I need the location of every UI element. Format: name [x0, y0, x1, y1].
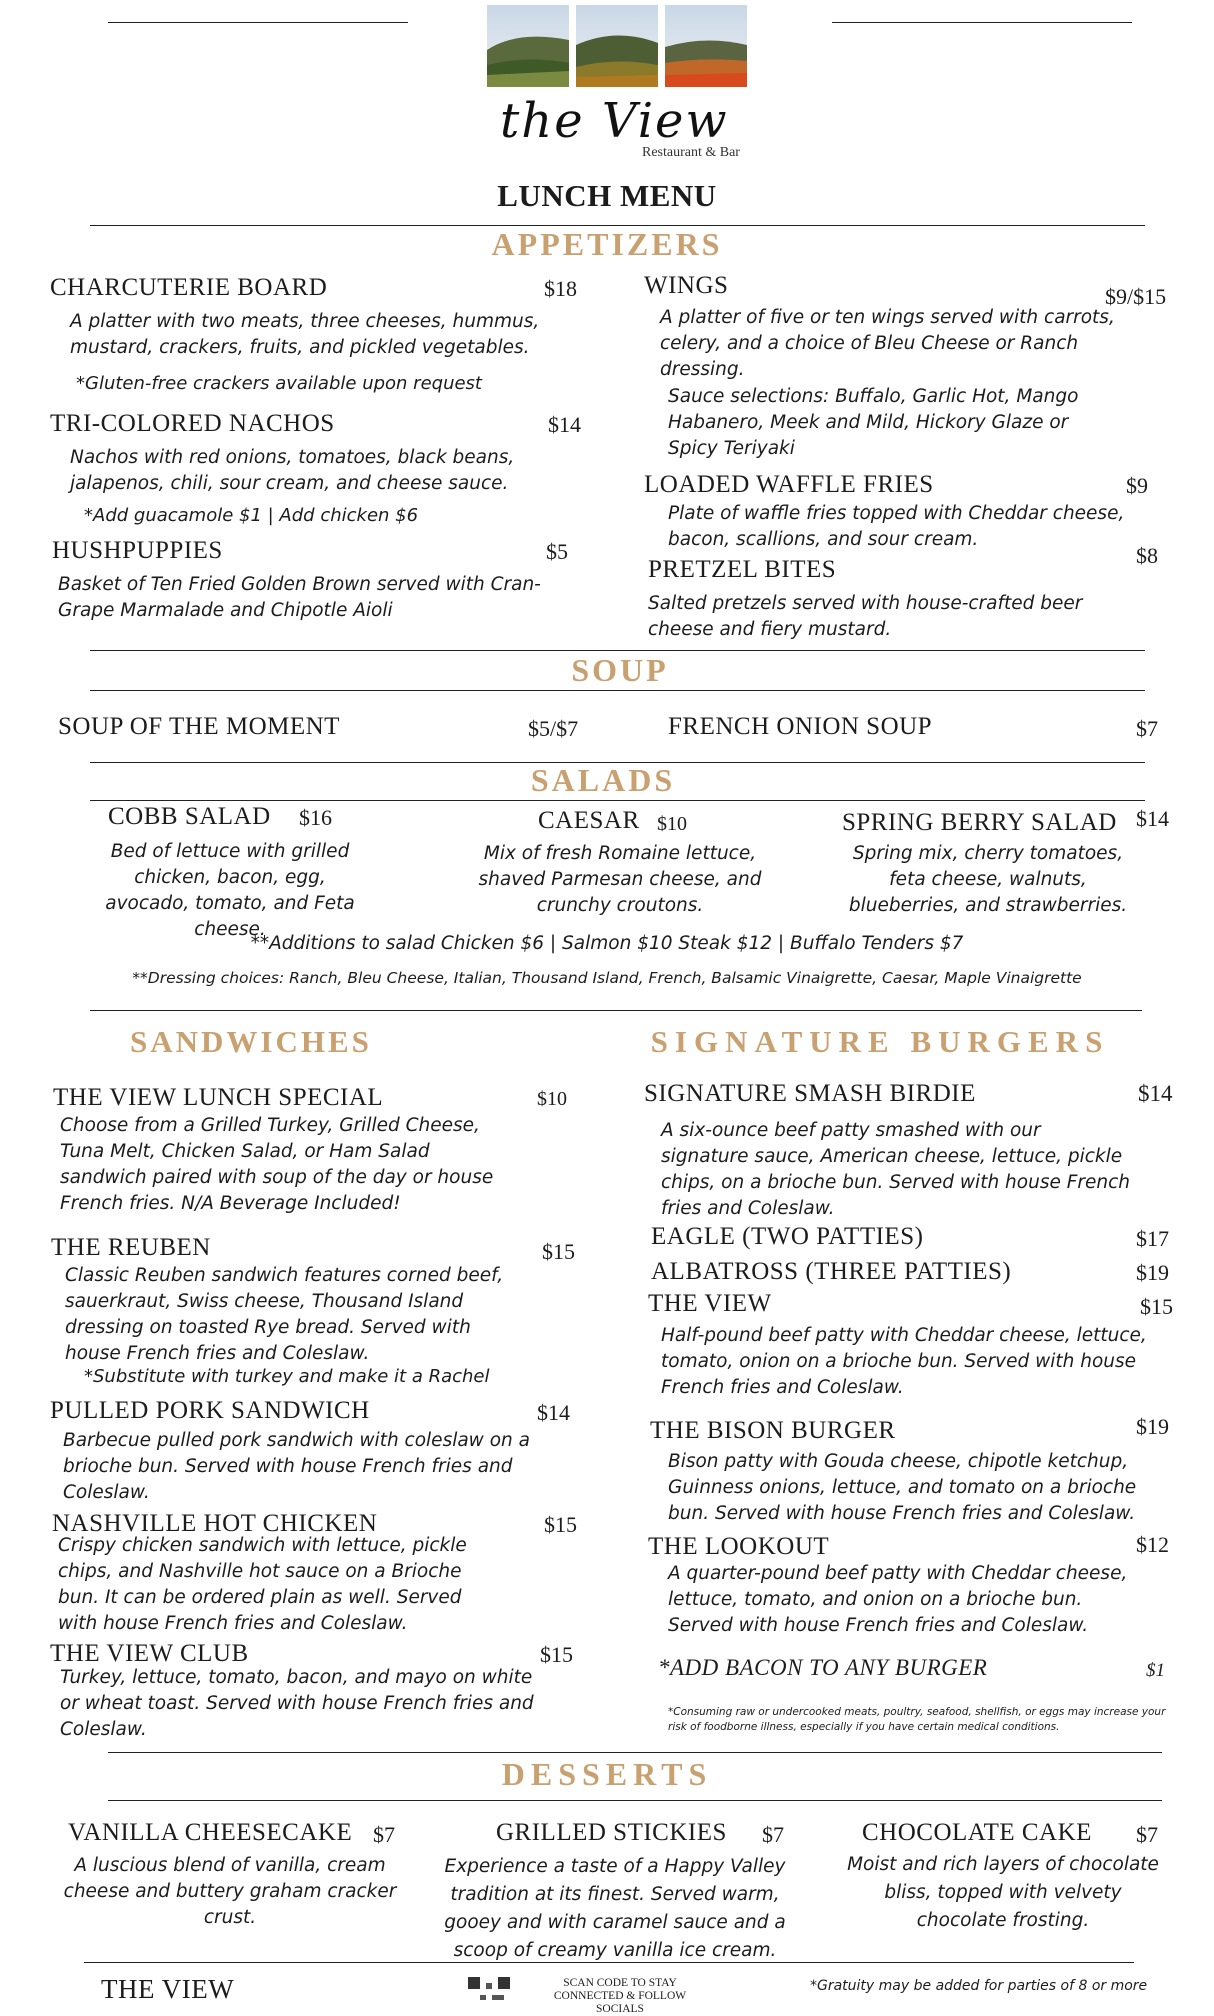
- view-club-desc: Turkey, lettuce, tomato, bacon, and mayo on white or wheat toast. Served with house French fries and Coleslaw.: [60, 1667, 534, 1740]
- caesar-price: $10: [657, 813, 687, 835]
- pulled-pork-name: PULLED PORK SANDWICH: [50, 1397, 370, 1424]
- caesar-name: CAESAR: [538, 807, 640, 834]
- eagle-name: EAGLE (TWO PATTIES): [651, 1223, 924, 1250]
- eagle-price: $17: [1136, 1226, 1169, 1251]
- logo: [480, 5, 760, 165]
- appetizers-rule: [90, 650, 1145, 651]
- charcuterie-name: CHARCUTERIE BOARD: [50, 274, 328, 301]
- waffle-fries-price: $9: [1126, 473, 1148, 498]
- lookout-name: THE LOOKOUT: [648, 1533, 830, 1560]
- lookout-price: $12: [1136, 1532, 1169, 1557]
- spring-berry-desc: Spring mix, cherry tomatoes, feta cheese, walnuts, blueberries, and strawberries.: [848, 843, 1128, 916]
- hushpuppies-name: HUSHPUPPIES: [52, 537, 223, 564]
- cheesecake-name: VANILLA CHEESECAKE: [68, 1819, 353, 1846]
- desserts-heading: DESSERTS: [501, 1756, 713, 1792]
- french-onion-name: FRENCH ONION SOUP: [668, 713, 933, 740]
- hushpuppies-price: $5: [546, 539, 568, 564]
- soup-moment-price: $5/$7: [528, 716, 579, 741]
- chocolate-cake-price: $7: [1136, 1822, 1158, 1847]
- pulled-pork-price: $14: [537, 1400, 570, 1425]
- landscape-photo: [487, 5, 767, 90]
- albatross-name: ALBATROSS (THREE PATTIES): [651, 1258, 1012, 1285]
- footer-gratuity: *Gratuity may be added for parties of 8 or more: [810, 1978, 1148, 1994]
- lunch-special-desc: Choose from a Grilled Turkey, Grilled Cheese, Tuna Melt, Chicken Salad, or Ham Salad sandwich paired with soup of the day or house French fries. N/A Beverage Included!: [60, 1115, 494, 1214]
- cobb-desc: Bed of lettuce with grilled chicken, bacon, egg, avocado, tomato, and Feta cheese.: [105, 841, 355, 940]
- smash-birdie-price: $14: [1138, 1081, 1173, 1106]
- salads-heading: SALADS: [530, 762, 676, 798]
- the-view-name: THE VIEW: [648, 1290, 772, 1317]
- lookout-desc: A quarter-pound beef patty with Cheddar cheese, lettuce, tomato, and onion on a brioche bun. Served with house French fries and Coleslaw.: [668, 1563, 1128, 1636]
- spring-berry-name: SPRING BERRY SALAD: [842, 809, 1117, 836]
- appetizers-heading: APPETIZERS: [491, 226, 723, 262]
- burgers-heading: SIGNATURE BURGERS: [650, 1024, 1110, 1059]
- soup-rule: [90, 690, 1145, 691]
- reuben-note: *Substitute with turkey and make it a Rachel: [84, 1366, 490, 1387]
- albatross-price: $19: [1136, 1260, 1169, 1285]
- nashville-desc: Crispy chicken sandwich with lettuce, pickle chips, and Nashville hot sauce on a Brioche bun. It can be ordered plain as well. Served with house French fries and Coleslaw.: [58, 1535, 467, 1634]
- desserts-rule: [108, 1800, 1162, 1801]
- the-view-desc: Half-pound beef patty with Cheddar cheese, lettuce, tomato, onion on a brioche bun. Served with house French fries and Coleslaw.: [661, 1325, 1147, 1398]
- salads-bottom-rule: [90, 1010, 1142, 1011]
- wings-name: WINGS: [644, 272, 729, 299]
- hushpuppies-desc: Basket of Ten Fried Golden Brown served with Cran-Grape Marmalade and Chipotle Aioli: [58, 574, 541, 621]
- salad-additions: **Additions to salad Chicken $6 | Salmon $10 Steak $12 | Buffalo Tenders $7: [250, 933, 964, 954]
- bison-desc: Bison patty with Gouda cheese, chipotle ketchup, Guinness onions, lettuce, and tomato on a brioche bun. Served with house French fries and Coleslaw.: [668, 1451, 1137, 1524]
- logo-subtitle: Restaurant & Bar: [642, 145, 740, 160]
- reuben-name: THE REUBEN: [51, 1234, 211, 1261]
- charcuterie-note: *Gluten-free crackers available upon request: [76, 373, 482, 394]
- stickies-name: GRILLED STICKIES: [496, 1819, 727, 1846]
- soup-heading: SOUP: [571, 652, 669, 688]
- pretzel-desc: Salted pretzels served with house-crafted beer cheese and fiery mustard.: [648, 593, 1083, 640]
- nachos-note: *Add guacamole $1 | Add chicken $6: [84, 505, 419, 526]
- view-club-name: THE VIEW CLUB: [50, 1640, 249, 1667]
- add-bacon-name: *ADD BACON TO ANY BURGER: [658, 1655, 988, 1680]
- the-view-price: $15: [1140, 1294, 1173, 1319]
- caesar-desc: Mix of fresh Romaine lettuce, shaved Parmesan cheese, and crunchy croutons.: [478, 843, 762, 916]
- pretzel-name: PRETZEL BITES: [648, 556, 837, 583]
- pulled-pork-desc: Barbecue pulled pork sandwich with coleslaw on a brioche bun. Served with house French fries and Coleslaw.: [63, 1430, 530, 1503]
- stickies-price: $7: [762, 1822, 784, 1847]
- page-title: LUNCH MENU: [497, 178, 717, 213]
- qr-code-icon[interactable]: [468, 1977, 510, 2000]
- logo-script: the View: [500, 93, 729, 149]
- lunch-special-price: $10: [537, 1088, 567, 1110]
- charcuterie-price: $18: [544, 276, 577, 301]
- raw-food-warning: *Consuming raw or undercooked meats, poultry, seafood, shellfish, or eggs may increase your risk of foodborne illness, especially if you have certain medical conditions.: [668, 1706, 1166, 1733]
- footer-rule: [84, 1962, 1134, 1963]
- nashville-price: $15: [544, 1512, 577, 1537]
- charcuterie-desc: A platter with two meats, three cheeses, hummus, mustard, crackers, fruits, and pickled vegetables.: [70, 311, 540, 358]
- nashville-name: NASHVILLE HOT CHICKEN: [52, 1510, 378, 1537]
- mains-bottom-rule: [108, 1752, 1162, 1753]
- footer-scan-text: SCAN CODE TO STAY CONNECTED & FOLLOW SOCIALS: [553, 1977, 687, 2015]
- lunch-special-name: THE VIEW LUNCH SPECIAL: [53, 1084, 384, 1111]
- pretzel-price: $8: [1136, 543, 1158, 568]
- chocolate-cake-desc: Moist and rich layers of chocolate bliss, topped with velvety chocolate frosting.: [847, 1854, 1159, 1931]
- salad-dressings: **Dressing choices: Ranch, Bleu Cheese, Italian, Thousand Island, French, Balsamic Vinaigrette, Caesar, Maple Vinaigrette: [132, 969, 1082, 987]
- cheesecake-price: $7: [373, 1822, 395, 1847]
- wings-price: $9/$15: [1105, 284, 1167, 309]
- waffle-fries-name: LOADED WAFFLE FRIES: [644, 471, 934, 498]
- header-rule-right: [832, 22, 1132, 23]
- french-onion-price: $7: [1136, 716, 1158, 741]
- sandwiches-heading: SANDWICHES: [130, 1024, 372, 1059]
- smash-birdie-desc: A six-ounce beef patty smashed with our signature sauce, American cheese, lettuce, pickle chips, on a brioche bun. Served with house French fries and Coleslaw.: [661, 1120, 1130, 1219]
- nachos-name: TRI-COLORED NACHOS: [50, 410, 335, 437]
- smash-birdie-name: SIGNATURE SMASH BIRDIE: [644, 1080, 976, 1107]
- stickies-desc: Experience a taste of a Happy Valley tradition at its finest. Served warm, gooey and with caramel sauce and a scoop of creamy vanilla ice cream.: [444, 1856, 786, 1961]
- chocolate-cake-name: CHOCOLATE CAKE: [862, 1819, 1092, 1846]
- spring-berry-price: $14: [1136, 806, 1169, 831]
- reuben-desc: Classic Reuben sandwich features corned beef, sauerkraut, Swiss cheese, Thousand Island dressing on toasted Rye bread. Served with house French fries and Coleslaw.: [65, 1265, 504, 1364]
- cheesecake-desc: A luscious blend of vanilla, cream cheese and buttery graham cracker crust.: [63, 1855, 397, 1928]
- bison-price: $19: [1136, 1414, 1169, 1439]
- waffle-fries-desc: Plate of waffle fries topped with Cheddar cheese, bacon, scallions, and sour cream.: [668, 503, 1125, 550]
- add-bacon-price: $1: [1146, 1660, 1165, 1681]
- view-club-price: $15: [540, 1642, 573, 1667]
- footer-brand: THE VIEW: [101, 1974, 235, 2004]
- nachos-price: $14: [548, 412, 581, 437]
- reuben-price: $15: [542, 1239, 575, 1264]
- cobb-name: COBB SALAD: [108, 803, 271, 830]
- header-rule-left: [108, 22, 408, 23]
- nachos-desc: Nachos with red onions, tomatoes, black beans, jalapenos, chili, sour cream, and cheese sauce.: [70, 447, 515, 494]
- soup-moment-name: SOUP OF THE MOMENT: [58, 713, 340, 740]
- cobb-price: $16: [299, 805, 332, 830]
- salads-rule: [90, 800, 1145, 801]
- wings-desc: A platter of five or ten wings served with carrots, celery, and a choice of Bleu Cheese or Ranch dressing.: [660, 307, 1115, 380]
- wings-sauces: Sauce selections: Buffalo, Garlic Hot, Mango Habanero, Meek and Mild, Hickory Glaze or Spicy Teriyaki: [668, 386, 1079, 459]
- bison-name: THE BISON BURGER: [650, 1417, 896, 1444]
